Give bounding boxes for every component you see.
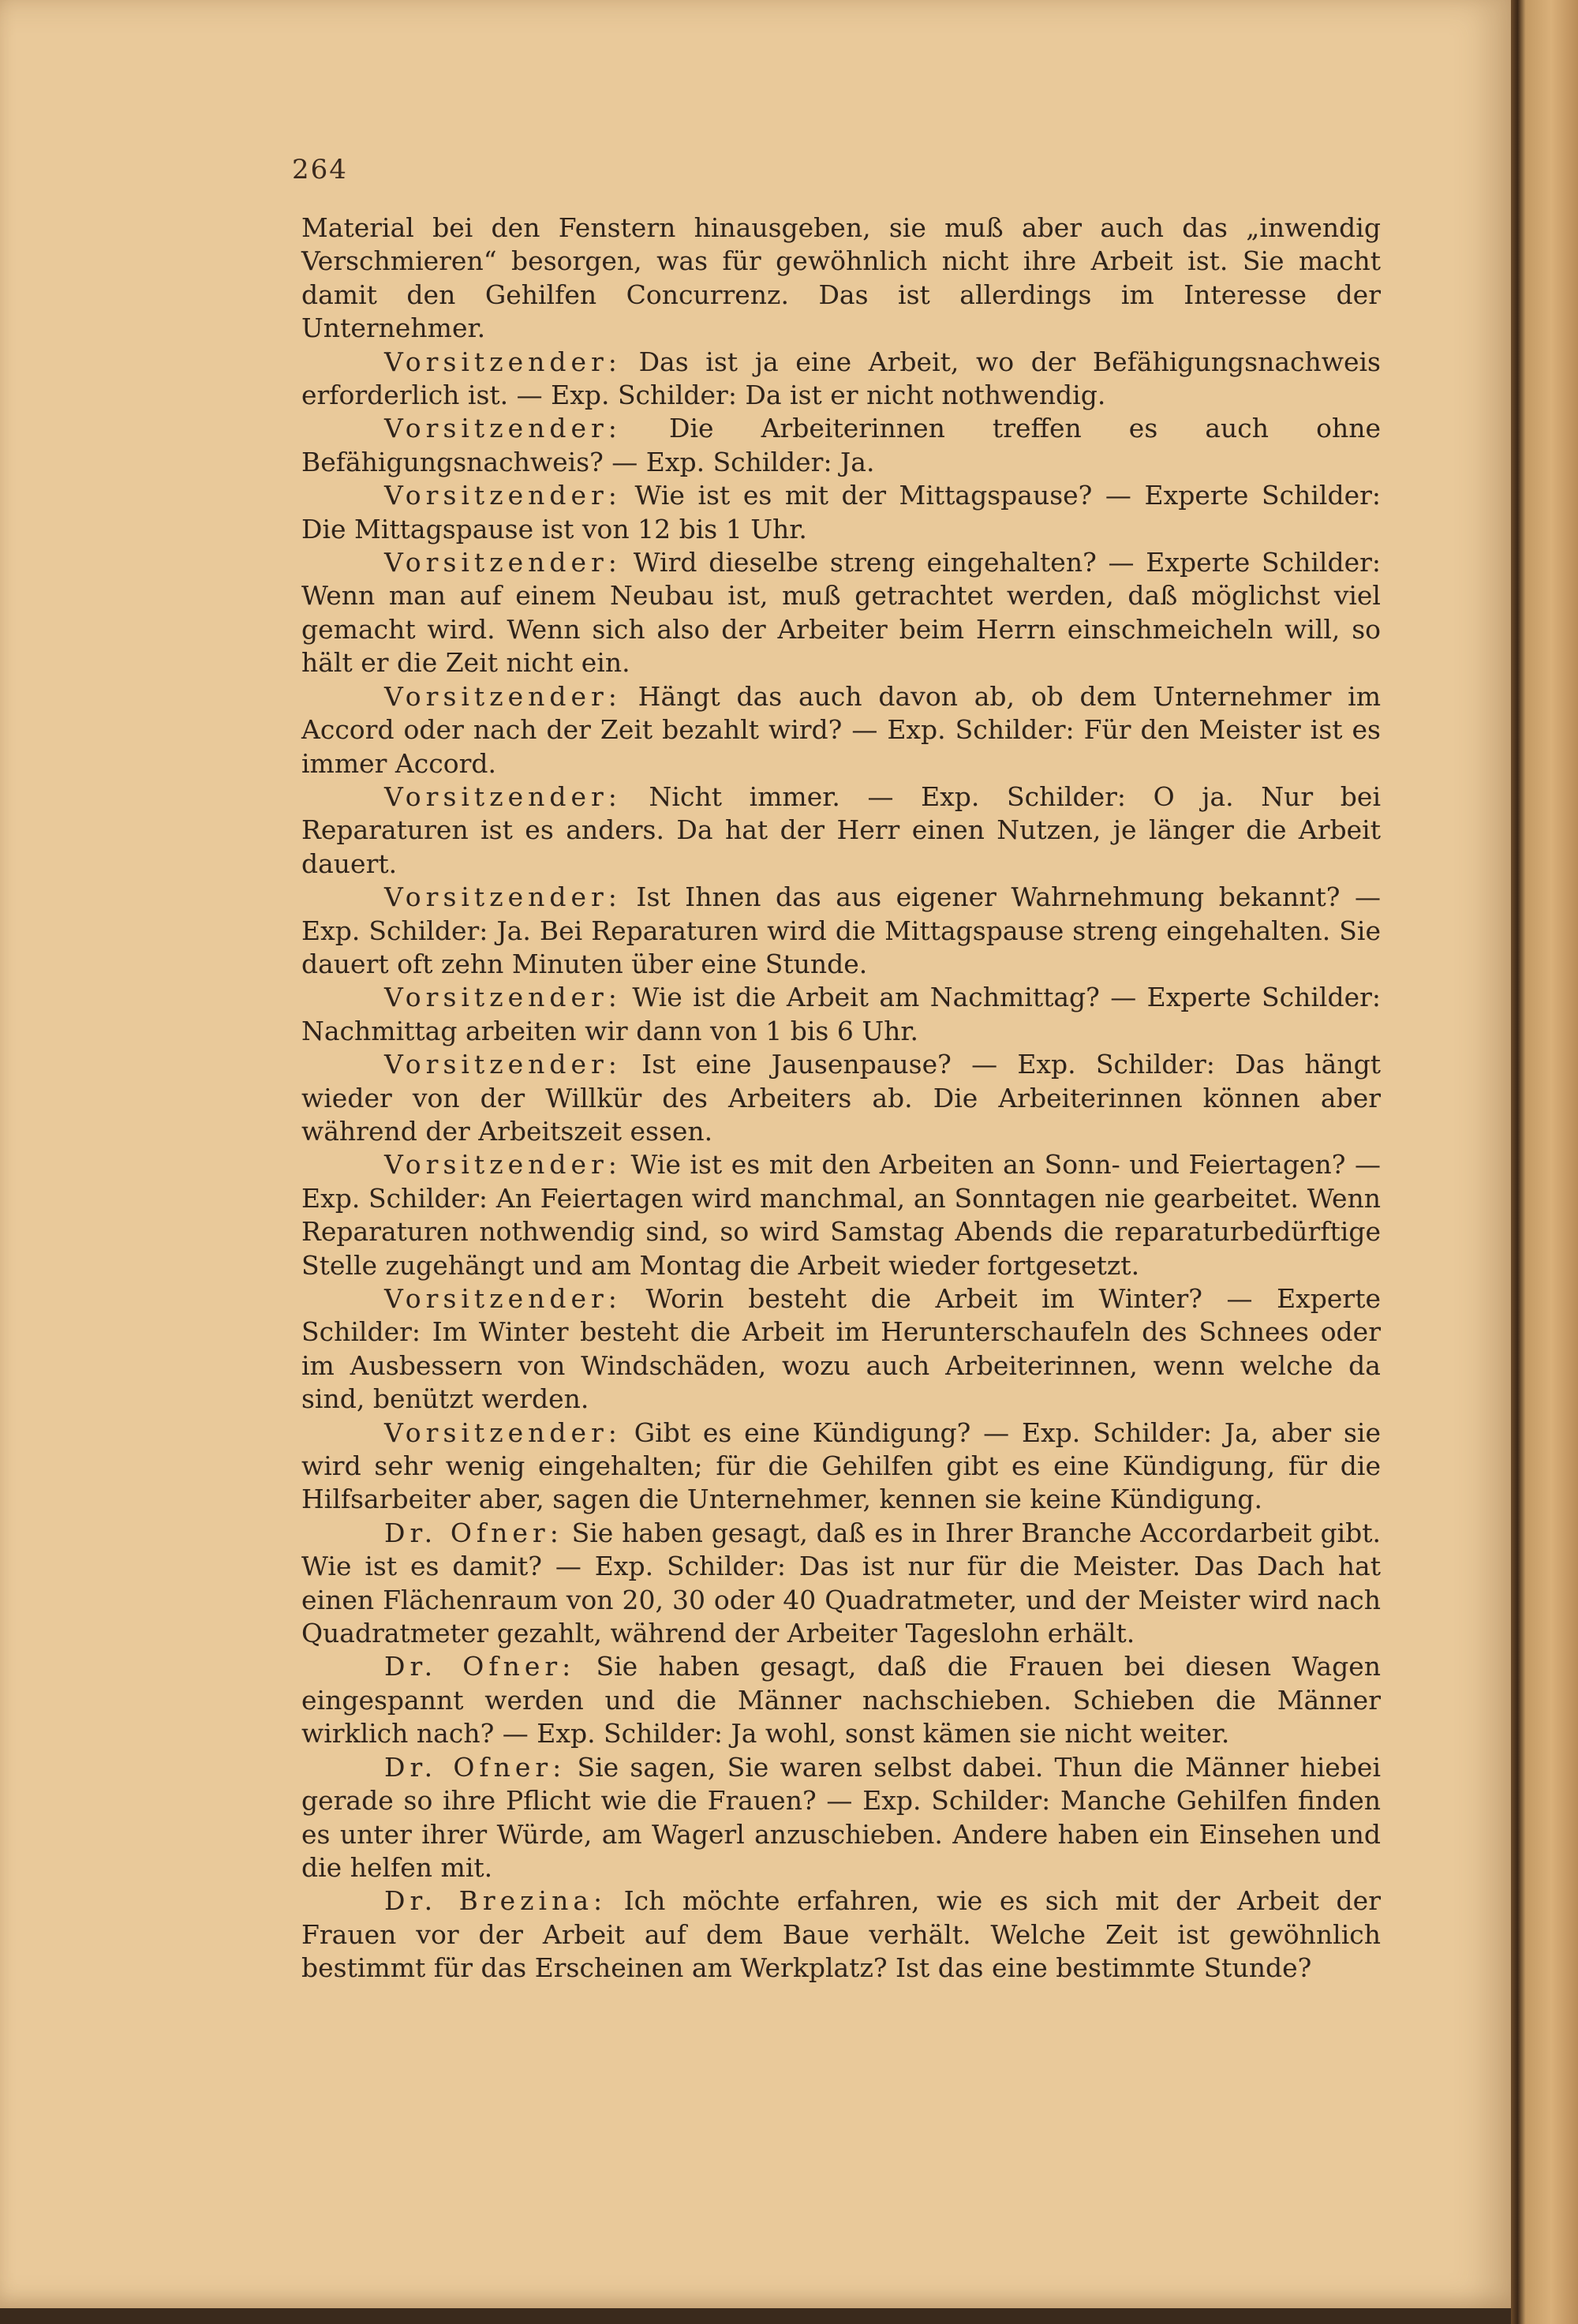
paragraph: Vorsitzender: Ist Ihnen das aus eigener Wahrnehmung bekannt? — Exp. Schilder: Ja. Bei Reparaturen wird die Mittagspause streng eingehalten. Sie dauert oft zehn Minuten über eine Stunde. [301, 881, 1381, 979]
paragraph: Vorsitzender: Hängt das auch davon ab, ob dem Unternehmer im Accord oder nach der Zeit bezahlt wird? — Exp. Schilder: Für den Meister ist es immer Accord. [301, 680, 1381, 779]
paragraph: Vorsitzender: Nicht immer. — Exp. Schilder: O ja. Nur bei Reparaturen ist es anders. Da hat der Herr einen Nutzen, je länger die Arbeit dauert. [301, 780, 1381, 879]
speaker-label: Vorsitzender: [384, 680, 622, 712]
speaker-label: Dr. Ofner: [384, 1651, 576, 1682]
speaker-label: Vorsitzender: [384, 413, 622, 444]
speaker-label: Vorsitzender: [384, 480, 622, 511]
paragraph: Dr. Brezina: Ich möchte erfahren, wie es sich mit der Arbeit der Frauen vor der Arbeit auf dem Baue verhält. Welche Zeit ist gewöhnlich bestimmt für das Erscheinen am Werkplatz? Ist das eine bestimmte Stunde? [301, 1885, 1381, 1984]
paragraph: Vorsitzender: Worin besteht die Arbeit im Winter? — Experte Schilder: Im Winter besteht die Arbeit im Herunterschaufeln des Schnees oder im Ausbessern von Windschäden, wozu auch Arbeiterinnen, wenn welche da sind, benützt werden. [301, 1283, 1381, 1415]
speaker-label: Dr. Ofner: [384, 1517, 563, 1548]
paragraph: Dr. Ofner: Sie haben gesagt, daß es in Ihrer Branche Accordarbeit gibt. Wie ist es damit? — Exp. Schilder: Das ist nur für die Meister. Das Dach hat einen Flächenraum von 20, 30 oder 40 Quadratmeter, und der Meister wird nach Quadratmeter gezahlt, während der Arbeiter Tageslohn erhält. [301, 1517, 1382, 1649]
speaker-label: Vorsitzender: [384, 780, 622, 812]
paragraph: Vorsitzender: Wie ist es mit den Arbeiten an Sonn- und Feiertagen? — Exp. Schilder: An Feiertagen wird manchmal, an Sonntagen nie gearbeitet. Wenn Reparaturen nothwendig sind, so wird Samstag Abends die reparaturbedürftige Stelle zugehängt und am Montag die Arbeit wieder fortgesetzt. [301, 1149, 1381, 1281]
speaker-label: Vorsitzender: [384, 1283, 622, 1314]
book-spine-edge [1511, 0, 1578, 2324]
speaker-label: Dr. Ofner: [384, 1751, 567, 1783]
speaker-label: Vorsitzender: [384, 1049, 622, 1080]
paragraph: Vorsitzender: Gibt es eine Kündigung? — Exp. Schilder: Ja, aber sie wird sehr wenig eingehalten; für die Gehilfen gibt es eine Kündigung, für die Hilfsarbeiter aber, sagen die Unternehmer, kennen sie keine Kündigung. [301, 1416, 1381, 1515]
speaker-label: Vorsitzender: [384, 547, 622, 578]
paragraph: Vorsitzender: Das ist ja eine Arbeit, wo der Befähigungsnachweis erforderlich ist. — Exp. Schilder: Da ist er nicht nothwendig. [301, 346, 1381, 411]
body-text [301, 211, 1381, 1985]
speaker-label: Vorsitzender: [384, 346, 622, 377]
paragraph: Vorsitzender: Wird dieselbe streng eingehalten? — Experte Schilder: Wenn man auf einem Neubau ist, muß getrachtet werden, daß möglichst viel gemacht wird. Wenn sich also der Arbeiter beim Herrn einschmeicheln will, so hält er die Zeit nicht ein. [301, 547, 1381, 679]
paragraph: Dr. Ofner: Sie sagen, Sie waren selbst dabei. Thun die Männer hiebei gerade so ihre Pflicht wie die Frauen? — Exp. Schilder: Manche Gehilfen finden es unter ihrer Würde, am Wagerl anzuschieben. Andere haben ein Einsehen und die helfen mit. [301, 1751, 1381, 1883]
speaker-label: Vorsitzender: [384, 881, 622, 913]
paragraph: Dr. Ofner: Sie haben gesagt, daß die Frauen bei diesen Wagen eingespannt werden und die Männer nachschieben. Schieben die Männer wirklich nach? — Exp. Schilder: Ja wohl, sonst kämen sie nicht weiter. [301, 1651, 1381, 1750]
speaker-label: Vorsitzender: [384, 1149, 622, 1181]
paragraph: Vorsitzender: Die Arbeiterinnen treffen es auch ohne Befähigungsnachweis? — Exp. Schilder: Ja. [301, 413, 1381, 477]
page-number: 264 [292, 154, 348, 185]
paragraph: Vorsitzender: Wie ist die Arbeit am Nachmittag? — Experte Schilder: Nachmittag arbeiten wir dann von 1 bis 6 Uhr. [301, 982, 1381, 1046]
speaker-label: Dr. Brezina: [384, 1885, 608, 1917]
paragraph: Vorsitzender: Wie ist es mit der Mittagspause? — Experte Schilder: Die Mittagspause ist von 12 bis 1 Uhr. [301, 480, 1381, 545]
page-bottom-edge [0, 2308, 1511, 2324]
speaker-label: Vorsitzender: [384, 982, 622, 1013]
paragraph: Material bei den Fenstern hinausgeben, sie muß aber auch das „inwendig Verschmieren“ besorgen, was für gewöhnlich nicht ihre Arbeit ist. Sie macht damit den Gehilfen Concurrenz. Das ist allerdings im Interesse der Unternehmer. [301, 212, 1381, 344]
speaker-label: Vorsitzender: [384, 1416, 622, 1448]
paragraph: Vorsitzender: Ist eine Jausenpause? — Exp. Schilder: Das hängt wieder von der Willkür des Arbeiters ab. Die Arbeiterinnen können aber während der Arbeitszeit essen. [301, 1049, 1381, 1147]
